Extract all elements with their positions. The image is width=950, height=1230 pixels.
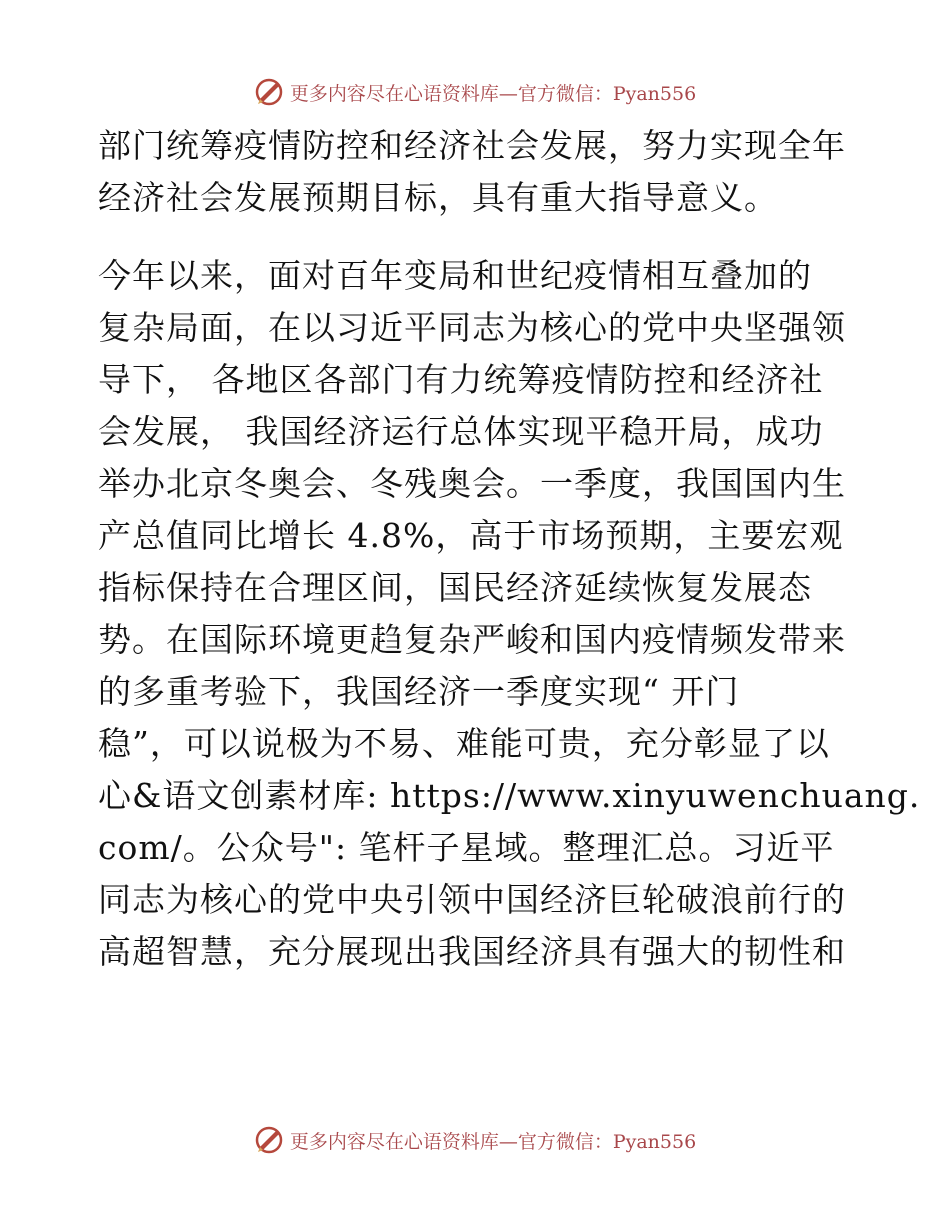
text-line: 今年以来，面对百年变局和世纪疫情相互叠加的: [98, 256, 812, 295]
text-line: 部门统筹疫情防控和经济社会发展，努力实现全年: [98, 126, 846, 165]
pen-logo-icon: [254, 1125, 284, 1155]
text-line: com/。公众号": 笔杆子星域。整理汇总。习近平: [98, 828, 835, 867]
text-line: 产总值同比增长 4.8%，高于市场预期，主要宏观: [98, 516, 844, 555]
text-line: 高超智慧，充分展现出我国经济具有强大的韧性和: [98, 932, 846, 971]
text-line: 的多重考验下，我国经济一季度实现“ 开门: [98, 672, 740, 711]
text-line: 复杂局面，在以习近平同志为核心的党中央坚强领: [98, 308, 846, 347]
paragraph-1: [98, 120, 858, 224]
header-banner-text: 更多内容尽在心语资料库—官方微信：Pyan556: [289, 82, 697, 105]
text-line: 导下， 各地区各部门有力统筹疫情防控和经济社: [98, 360, 824, 399]
text-line: 心&语文创素材库: https://www.xinyuwenchuang.: [98, 776, 921, 815]
text-line: 指标保持在合理区间，国民经济延续恢复发展态: [98, 568, 812, 607]
paragraph-2: [98, 250, 921, 978]
text-line: 势。在国际环境更趋复杂严峻和国内疫情频发带来: [98, 620, 846, 659]
pen-logo-icon: [254, 77, 284, 107]
text-line: 举办北京冬奥会、冬残奥会。一季度，我国国内生: [98, 464, 846, 503]
text-line: 经济社会发展预期目标，具有重大指导意义。: [98, 178, 778, 217]
document-body: [98, 120, 921, 978]
text-line: 稳”，可以说极为不易、难能可贵，充分彰显了以: [98, 724, 830, 763]
text-line: 同志为核心的党中央引领中国经济巨轮破浪前行的: [98, 880, 846, 919]
footer-banner-text: 更多内容尽在心语资料库—官方微信：Pyan556: [289, 1130, 697, 1153]
header-banner: [0, 72, 950, 112]
footer-banner: [0, 1120, 950, 1160]
text-line: 会发展， 我国经济运行总体实现平稳开局，成功: [98, 412, 824, 451]
